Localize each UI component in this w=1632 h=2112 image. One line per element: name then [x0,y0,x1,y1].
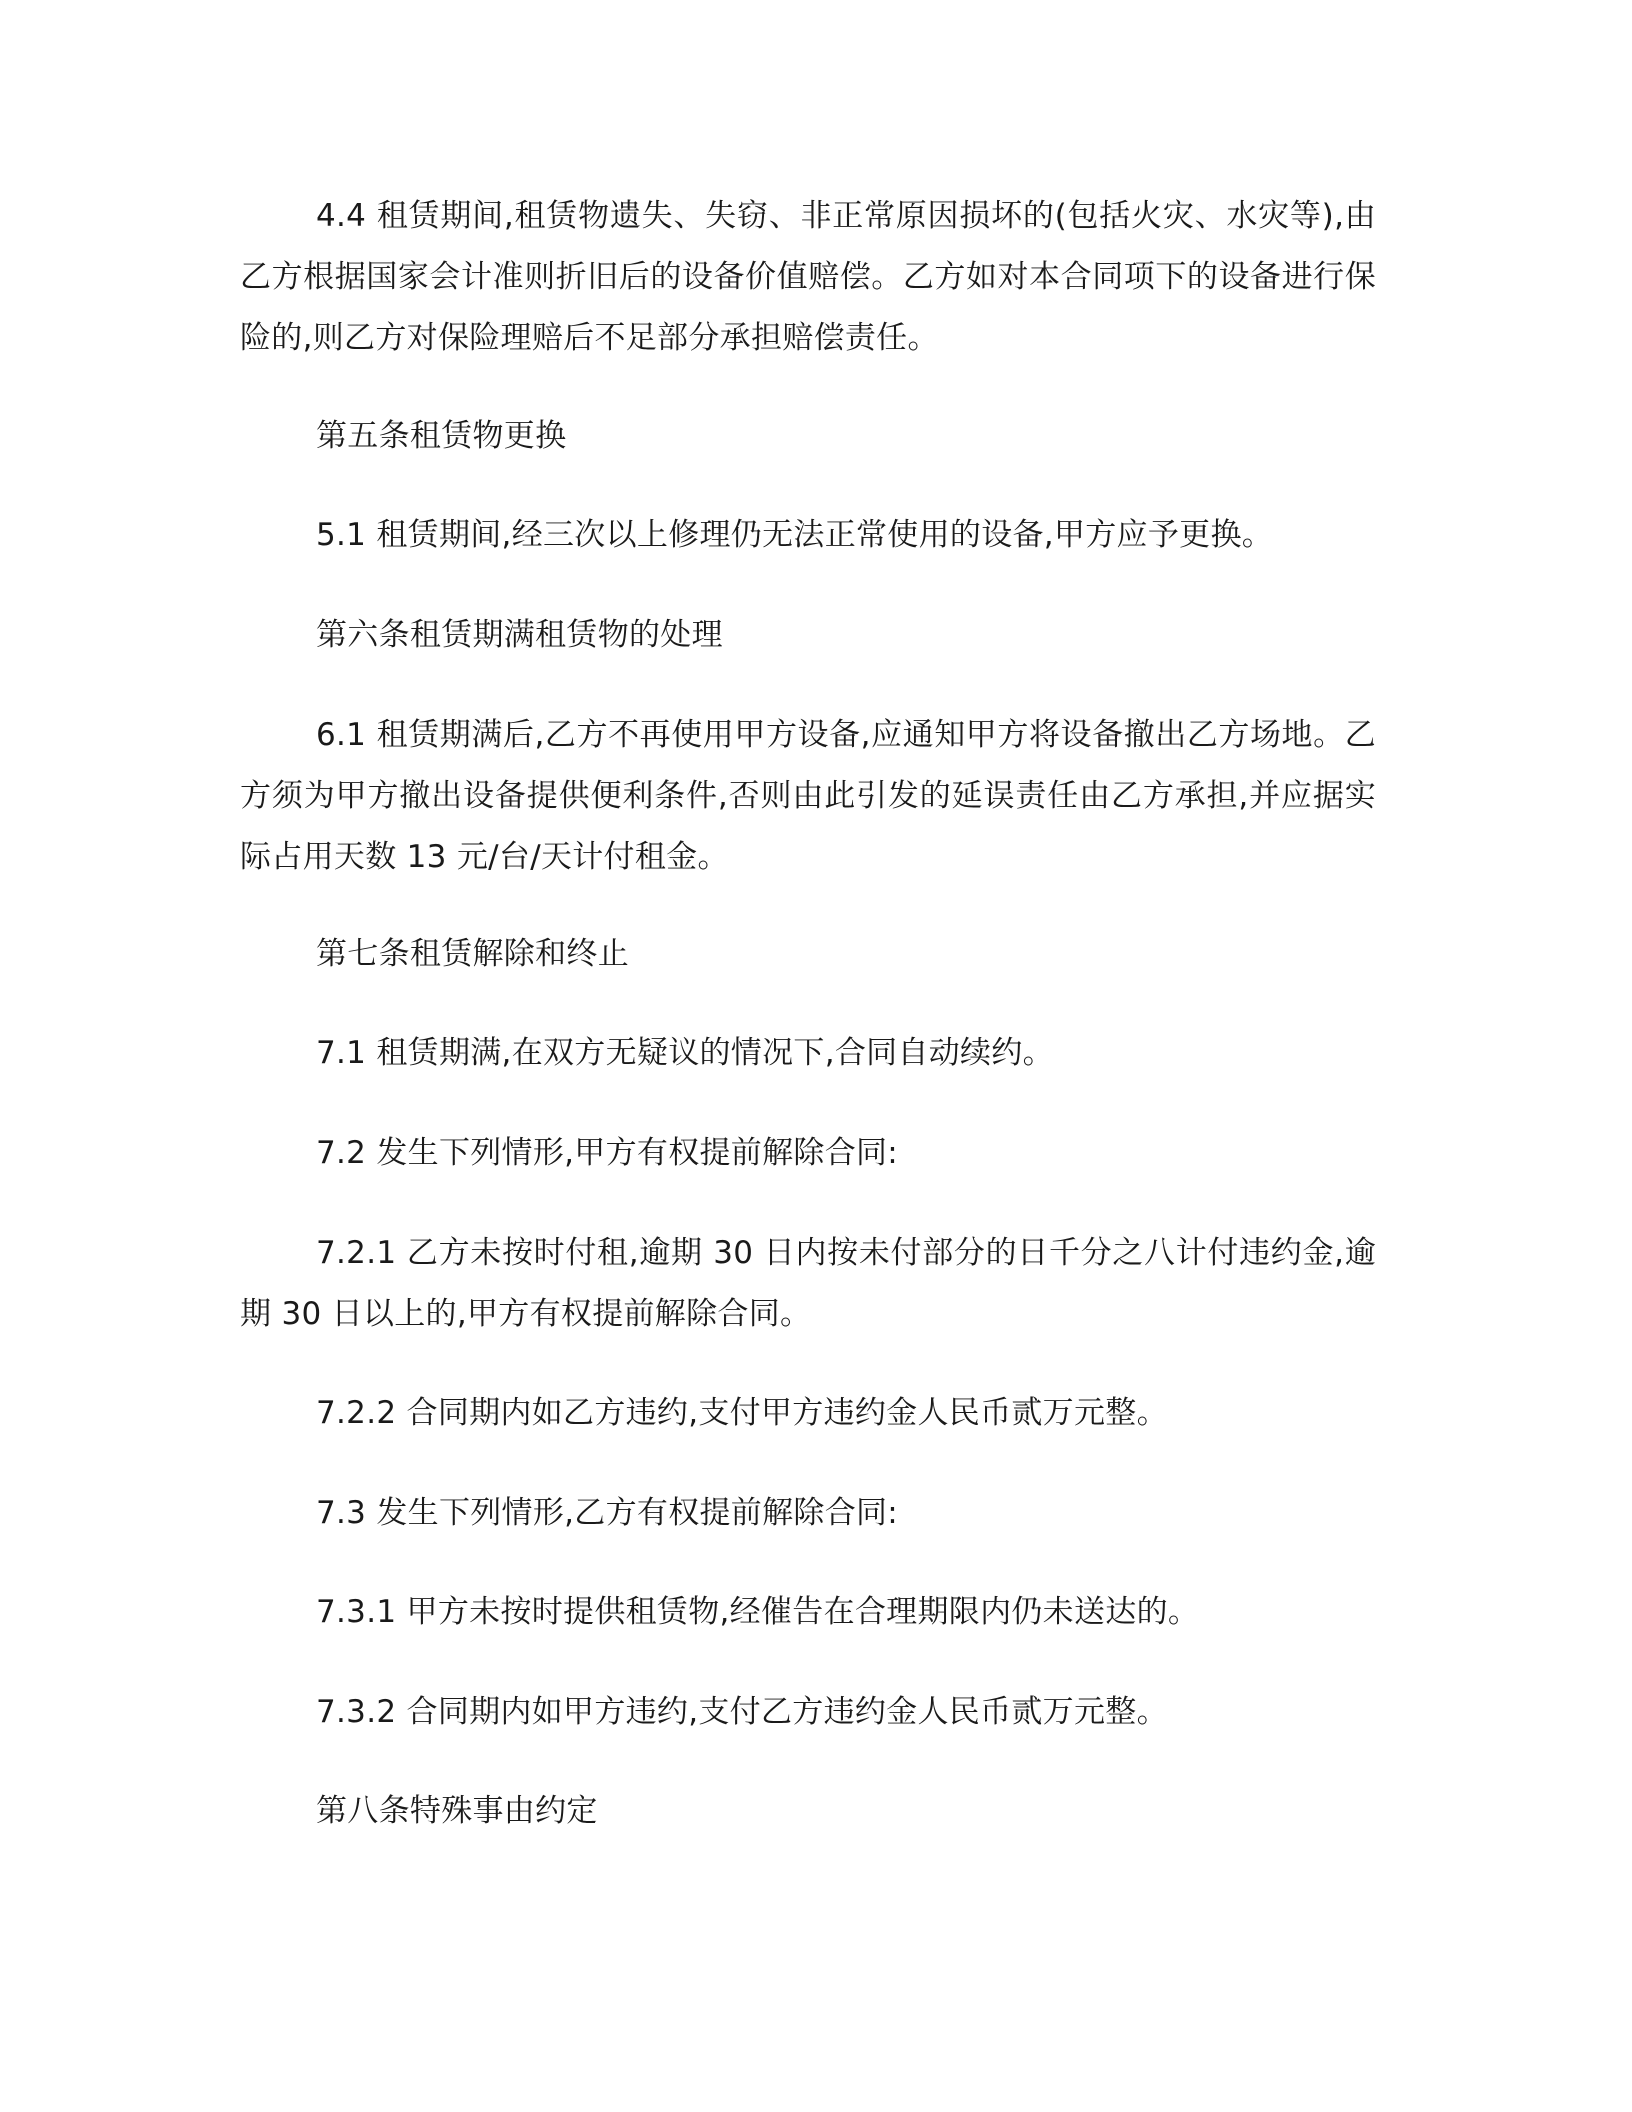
clause-7-3-2: 7.3.2 合同期内如甲方违约,支付乙方违约金人民币贰万元整。 [316,1694,1168,1730]
clause-7-3: 7.3 发生下列情形,乙方有权提前解除合同: [316,1495,899,1531]
clause-5-1: 5.1 租赁期间,经三次以上修理仍无法正常使用的设备,甲方应予更换。 [316,517,1274,553]
clause-7-2-1: 7.2.1 乙方未按时付租,逾期 30 日内按未付部分的日千分之八计付违约金,逾期 30 日以上的,甲方有权提前解除合同。 [240,1235,1376,1332]
clause-7-2-2: 7.2.2 合同期内如乙方违约,支付甲方违约金人民币贰万元整。 [316,1395,1168,1431]
heading-article-5: 第五条租赁物更换 [316,418,567,454]
heading-article-6: 第六条租赁期满租赁物的处理 [316,617,723,653]
heading-article-7: 第七条租赁解除和终止 [316,936,629,972]
heading-article-8: 第八条特殊事由约定 [316,1793,598,1829]
clause-7-2: 7.2 发生下列情形,甲方有权提前解除合同: [316,1135,899,1171]
clause-4-4: 4.4 租赁期间,租赁物遗失、失窃、非正常原因损坏的(包括火灾、水灾等),由乙方根据国家会计准则折旧后的设备价值赔偿。乙方如对本合同项下的设备进行保险的,则乙方对保险理赔后不足部分承担赔偿责任。 [240,198,1376,356]
clause-6-1: 6.1 租赁期满后,乙方不再使用甲方设备,应通知甲方将设备撤出乙方场地。乙方须为甲方撤出设备提供便利条件,否则由此引发的延误责任由乙方承担,并应据实际占用天数 13 元/台/天计付租金。 [240,717,1376,875]
clause-7-3-1: 7.3.1 甲方未按时提供租赁物,经催告在合理期限内仍未送达的。 [316,1594,1200,1630]
clause-7-1: 7.1 租赁期满,在双方无疑议的情况下,合同自动续约。 [316,1035,1054,1071]
